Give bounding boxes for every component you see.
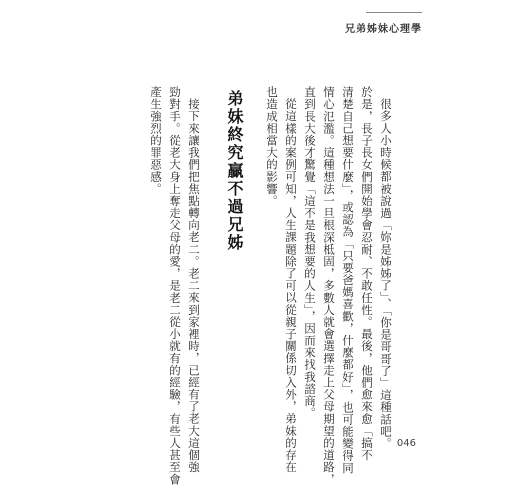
paragraph-column: 情心氾濫。這種想法一旦根深柢固，多數人就會選擇走上父母期望的道路，	[322, 86, 336, 486]
page-number: 046	[396, 438, 416, 449]
paragraph-column: 從這樣的案例可知，人生課題除了可以從親子關係切入外，弟妹的存在	[284, 98, 298, 474]
paragraph-column: 產生強烈的罪惡感。	[149, 86, 163, 195]
paragraph-column: 於是，長子長女們開始學會忍耐、不敢任性。最後，他們愈來愈「搞不	[360, 86, 374, 462]
paragraph-column: 接下來讓我們把焦點轉向老二。老二來到家裡時，已經有了老大這個強	[187, 98, 201, 474]
paragraph-column: 也造成相當大的影響。	[265, 86, 279, 207]
paragraph-column: 勁對手。從老大身上奪走父母的愛，是老二從小就有的經驗，有些人甚至會	[168, 86, 182, 486]
paragraph-column: 很多人小時候都被說過「妳是姊姊了」、「你是哥哥了」這種話吧。	[379, 98, 393, 450]
section-heading: 弟妹終究贏不過兄姊	[225, 90, 244, 252]
paragraph-column: 清楚自己想要什麼」，或認為「只要爸媽喜歡，什麼都好」，也可能變得同	[341, 86, 355, 474]
paragraph-column: 直到長大後才驚覺「這不是我想要的人生」，因而來找我諮商。	[303, 86, 317, 420]
header-rule	[366, 12, 422, 13]
running-header: 兄弟姊妹心理學	[345, 24, 422, 35]
